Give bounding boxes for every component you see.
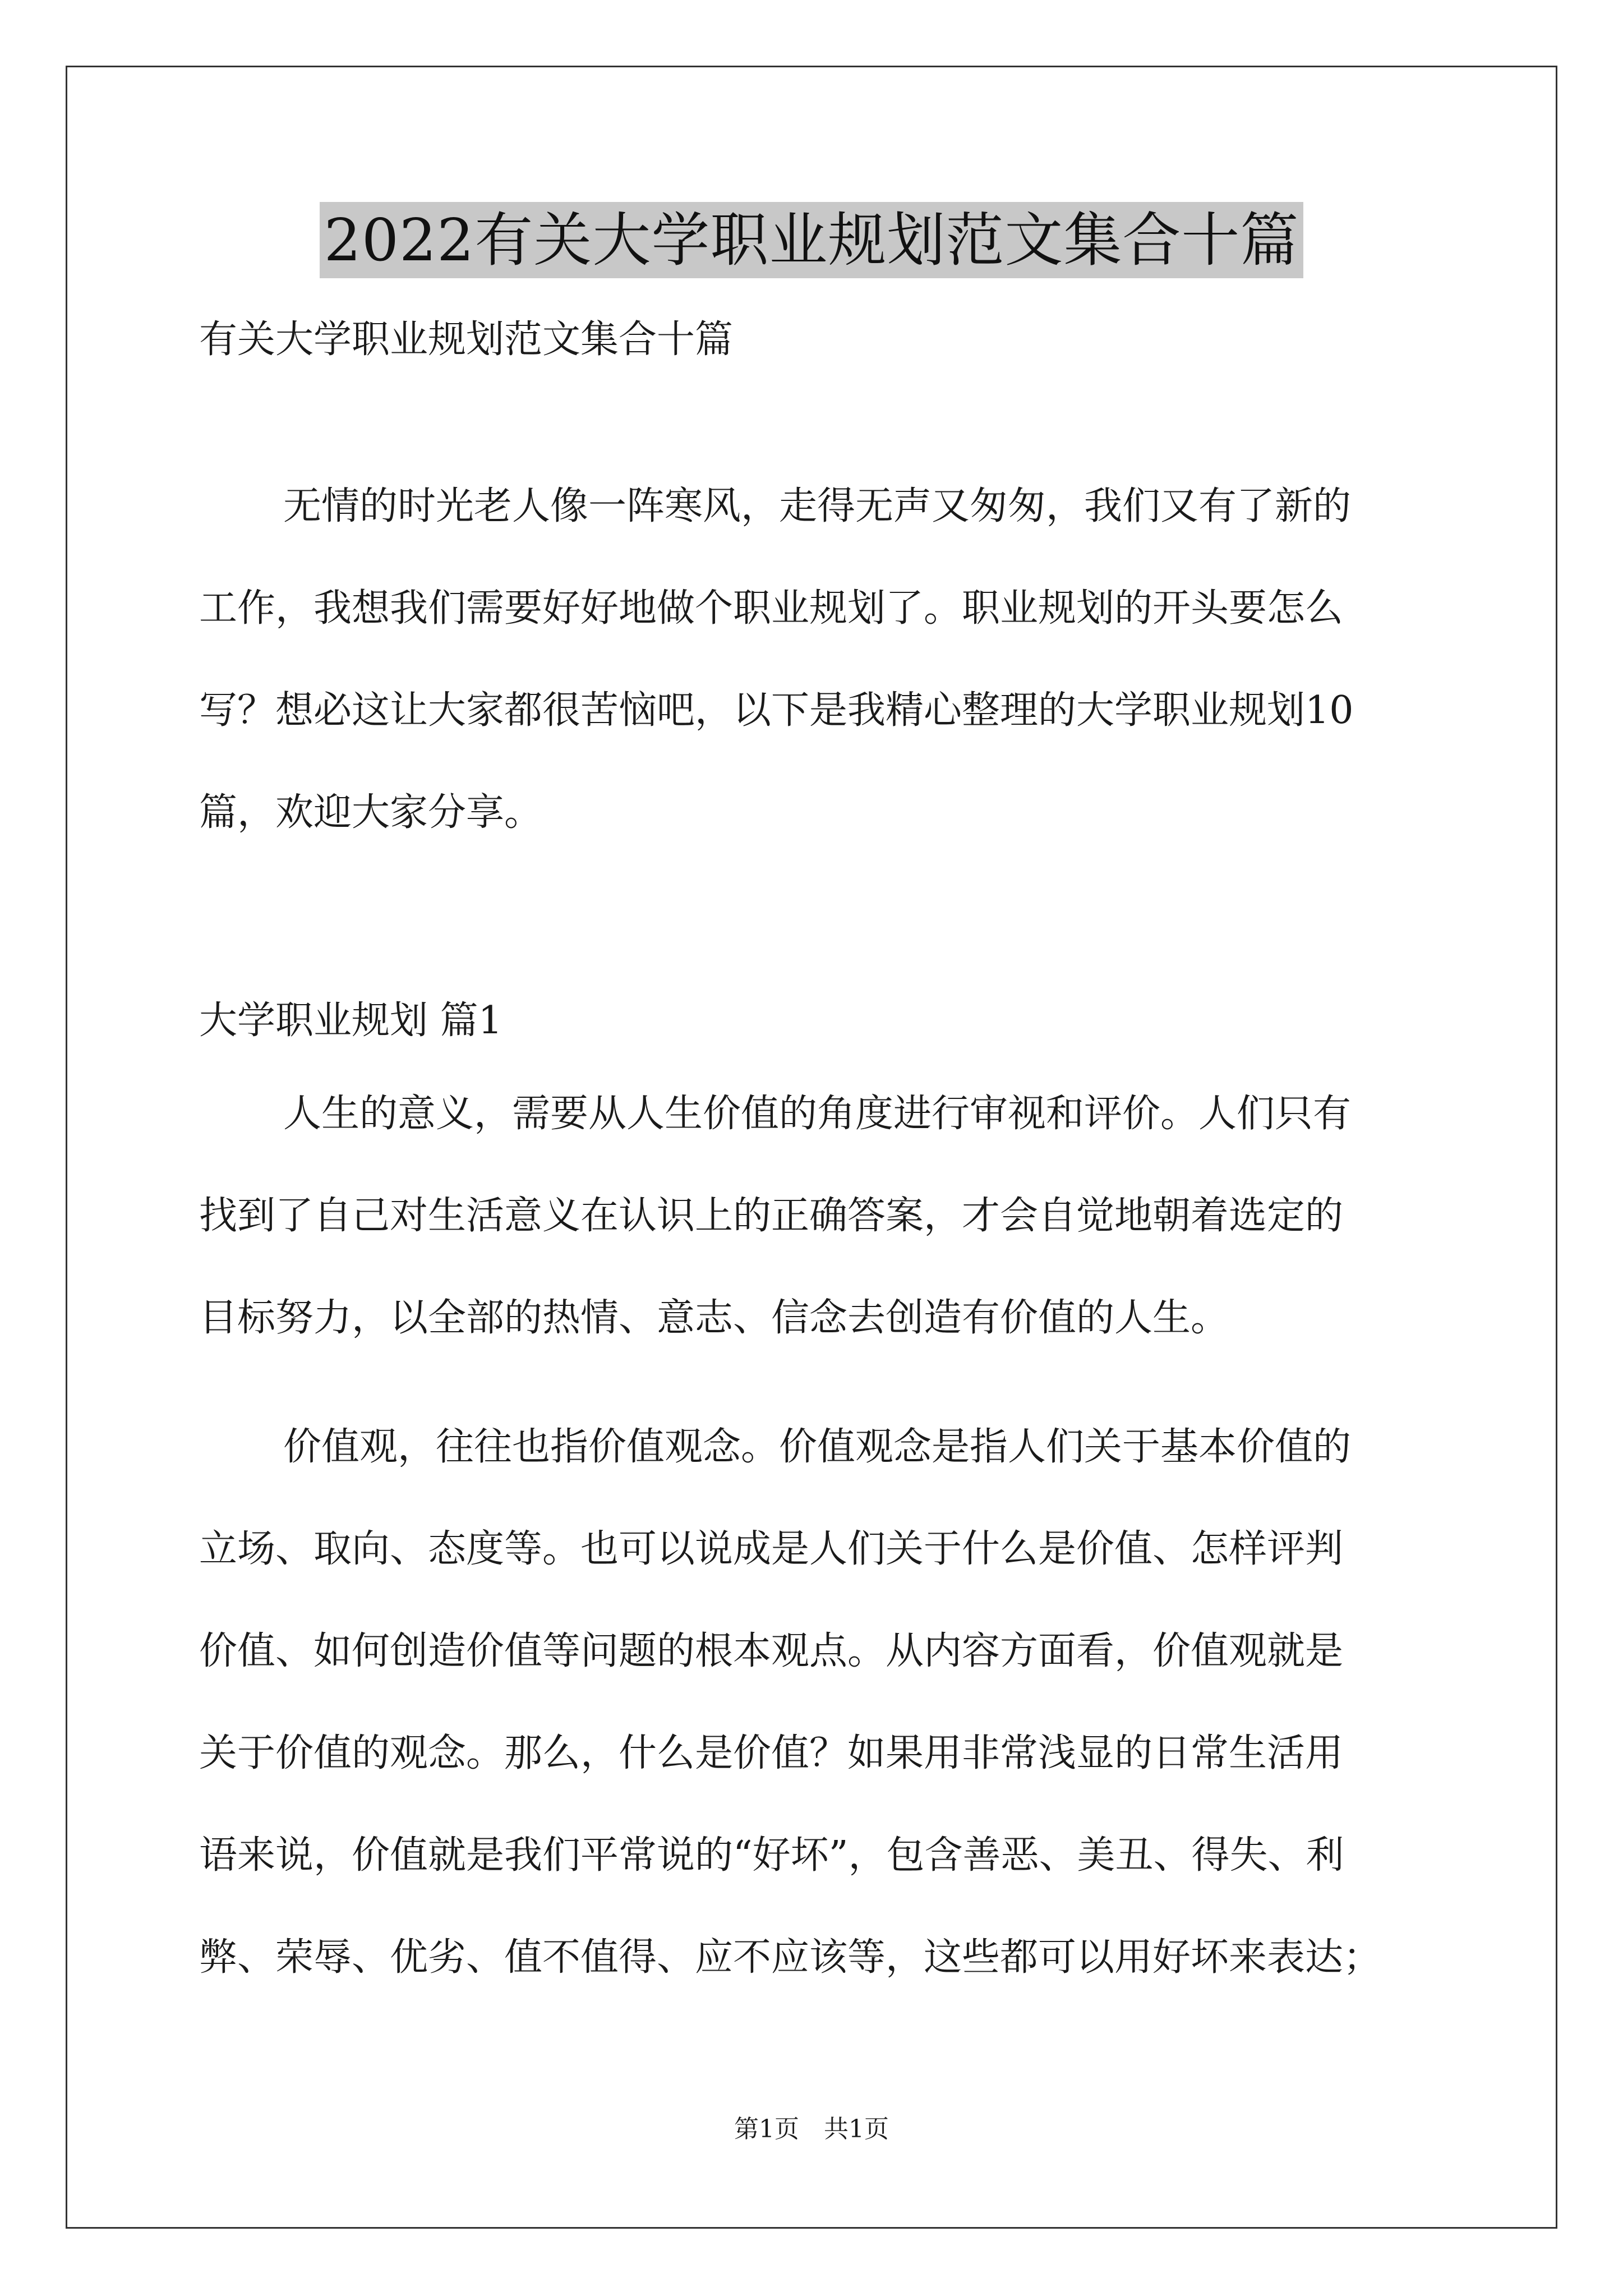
- document-title: 2022有关大学职业规划范文集合十篇: [320, 202, 1304, 278]
- paragraph-line: 目标努力，以全部的热情、意志、信念去创造有价值的人生。: [199, 1296, 1229, 1340]
- intro-paragraph: [199, 455, 1455, 864]
- intro-line: 工作，我想我们需要好好地做个职业规划了。职业规划的开头要怎么: [199, 586, 1344, 631]
- intro-line: 无情的时光老人像一阵寒风，走得无声又匆匆，我们又有了新的: [283, 484, 1352, 528]
- title-container: [66, 202, 1557, 278]
- paragraph-line: 弊、荣辱、优劣、值不值得、应不应该等，这些都可以用好坏来表达；: [199, 1935, 1382, 1980]
- body-paragraph-2: [199, 1396, 1455, 2009]
- intro-line: 写？想必这让大家都很苦恼吧，以下是我精心整理的大学职业规划10: [199, 688, 1354, 733]
- intro-line: 篇，欢迎大家分享。: [199, 790, 543, 835]
- paragraph-line: 语来说，价值就是我们平常说的“好坏”，包含善恶、美丑、得失、利: [199, 1833, 1344, 1878]
- document-subtitle: 有关大学职业规划范文集合十篇: [199, 318, 734, 362]
- paragraph-line: 关于价值的观念。那么，什么是价值？如果用非常浅显的日常生活用: [199, 1731, 1344, 1775]
- page-footer: 第1页 共1页: [734, 2115, 889, 2143]
- body-paragraph-1: [199, 1063, 1455, 1369]
- section-heading: 大学职业规划 篇1: [199, 999, 502, 1043]
- paragraph-line: 价值观，往往也指价值观念。价值观念是指人们关于基本价值的: [283, 1425, 1352, 1469]
- paragraph-line: 立场、取向、态度等。也可以说成是人们关于什么是价值、怎样评判: [199, 1527, 1344, 1571]
- paragraph-line: 价值、如何创造价值等问题的根本观点。从内容方面看，价值观就是: [199, 1629, 1344, 1673]
- paragraph-line: 找到了自己对生活意义在认识上的正确答案，才会自觉地朝着选定的: [199, 1194, 1344, 1238]
- paragraph-line: 人生的意义，需要从人生价值的角度进行审视和评价。人们只有: [283, 1092, 1352, 1136]
